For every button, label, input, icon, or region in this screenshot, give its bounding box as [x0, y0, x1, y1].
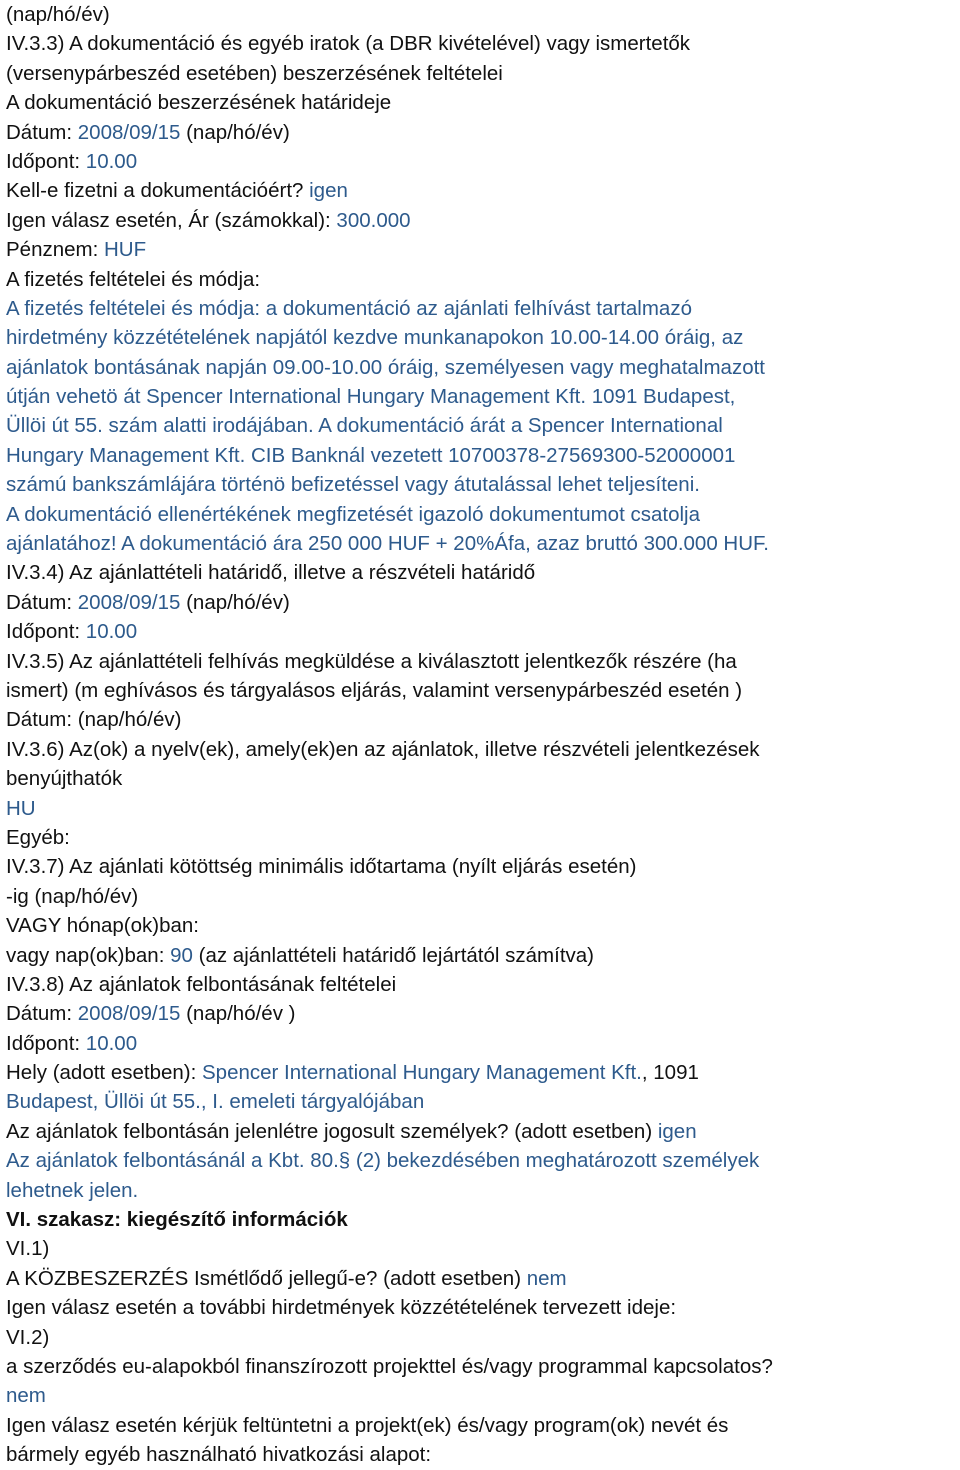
document-line [6, 852, 960, 881]
document-line [6, 470, 960, 499]
line-value: igen [309, 179, 348, 203]
line-label: benyújthatók [6, 767, 123, 791]
document-line [6, 1352, 960, 1381]
document-line [6, 1323, 960, 1352]
document-line [6, 1411, 960, 1440]
line-label: VI. szakasz: kiegészítő információk [6, 1208, 348, 1232]
document-line [6, 676, 960, 705]
line-label: A fizetés feltételei és módja: [6, 267, 261, 291]
line-label: Igen válasz esetén, Ár (számokkal): [6, 208, 337, 232]
line-value: hirdetmény közzétételének napjától kezdve munkanapokon 10.00-14.00 óráig, az [6, 326, 744, 350]
document-line [6, 794, 960, 823]
document-line [6, 705, 960, 734]
line-value: lehetnek jelen. [6, 1178, 139, 1202]
document-line [6, 941, 960, 970]
document-line [6, 588, 960, 617]
document-line [6, 323, 960, 352]
document-line [6, 29, 960, 58]
document-line [6, 999, 960, 1028]
line-label: Az ajánlatok felbontásán jelenlétre jogosult személyek? (adott esetben) [6, 1119, 658, 1143]
line-suffix: (az ajánlattételi határidő lejártától számítva) [192, 943, 595, 967]
line-value: Hungary Management Kft. CIB Banknál vezetett 10700378-27569300-52000001 [6, 443, 736, 467]
line-label: IV.3.3) A dokumentáció és egyéb iratok (a DBR kivételével) vagy ismertetők [6, 32, 691, 56]
section-heading [6, 1205, 960, 1234]
document-line [6, 823, 960, 852]
line-value: 10.00 [85, 1031, 138, 1055]
line-label: ismert) (m eghívásos és tárgyalásos eljárás, valamint versenypárbeszéd esetén ) [6, 678, 743, 702]
line-value: 2008/09/15 [77, 120, 181, 144]
line-value: igen [657, 1119, 697, 1143]
line-label: Egyéb: [6, 825, 70, 849]
document-line [6, 617, 960, 646]
document-line [6, 1117, 960, 1146]
line-label: vagy nap(ok)ban: [6, 943, 171, 967]
document-line [6, 294, 960, 323]
document-line [6, 1264, 960, 1293]
line-value: A dokumentáció ellenértékének megfizetését igazoló dokumentumot csatolja [6, 502, 700, 526]
line-value: 2008/09/15 [77, 590, 181, 614]
document-line [6, 176, 960, 205]
document-line [6, 0, 960, 29]
line-label: IV.3.8) Az ajánlatok felbontásának feltételei [6, 972, 397, 996]
document-line [6, 1381, 960, 1410]
line-label: Pénznem: [6, 238, 104, 262]
line-label: Dátum: [6, 120, 78, 144]
line-value: 2008/09/15 [77, 1002, 181, 1026]
document-line [6, 911, 960, 940]
document-line [6, 1087, 960, 1116]
line-label: -ig (nap/hó/év) [6, 884, 139, 908]
document-line [6, 147, 960, 176]
document-line [6, 500, 960, 529]
document-line [6, 647, 960, 676]
line-value: HU [6, 796, 36, 820]
document-line [6, 1440, 960, 1469]
line-value: Spencer International Hungary Management Kft. [202, 1061, 642, 1085]
document-line [6, 353, 960, 382]
line-label: VI.2) [6, 1325, 50, 1349]
line-label: VAGY hónap(ok)ban: [6, 914, 199, 938]
line-label: Igen válasz esetén kérjük feltüntetni a projekt(ek) és/vagy program(ok) nevét és [6, 1413, 729, 1437]
line-label: Hely (adott esetben): [6, 1061, 202, 1085]
document-line [6, 1058, 960, 1087]
line-value: számú bankszámlájára történö befizetéssel vagy átutalással lehet teljesíteni. [6, 473, 700, 497]
line-label: bármely egyéb használható hivatkozási alapot: [6, 1443, 432, 1467]
line-value: A fizetés feltételei és módja: a dokumentáció az ajánlati felhívást tartalmazó [6, 296, 692, 320]
line-value: Budapest, Üllöi út 55., I. emeleti tárgyalójában [6, 1090, 425, 1114]
line-value: Az ajánlatok felbontásánál a Kbt. 80.§ (2) bekezdésében meghatározott személyek [6, 1149, 760, 1173]
line-label: IV.3.7) Az ajánlati kötöttség minimális időtartama (nyílt eljárás esetén) [6, 855, 637, 879]
line-label: IV.3.5) Az ajánlattételi felhívás megküldése a kiválasztott jelentkezők részére (ha [6, 649, 737, 673]
document-line [6, 1029, 960, 1058]
document-line [6, 764, 960, 793]
line-value: nem [6, 1384, 46, 1408]
line-suffix: (nap/hó/év ) [180, 1002, 296, 1026]
line-label: a szerződés eu-alapokból finanszírozott projekttel és/vagy programmal kapcsolatos? [6, 1354, 773, 1378]
document-line [6, 382, 960, 411]
line-value: ajánlatához! A dokumentáció ára 250 000 HUF + 20%Áfa, azaz bruttó 300.000 HUF. [6, 532, 769, 556]
line-label: Dátum: (nap/hó/év) [6, 708, 182, 732]
line-value: útján vehetö át Spencer International Hungary Management Kft. 1091 Budapest, [6, 385, 736, 409]
document-line [6, 88, 960, 117]
line-label: IV.3.4) Az ajánlattételi határidő, illetve a részvételi határidő [6, 561, 536, 585]
document-line [6, 529, 960, 558]
line-label: Dátum: [6, 1002, 78, 1026]
line-label: (versenypárbeszéd esetében) beszerzésének feltételei [6, 61, 503, 85]
line-suffix: (nap/hó/év) [180, 120, 290, 144]
document-line [6, 882, 960, 911]
document-line [6, 206, 960, 235]
line-value: 90 [170, 943, 193, 967]
line-value: 10.00 [85, 620, 138, 644]
document-line [6, 1293, 960, 1322]
document-line [6, 441, 960, 470]
line-label: Igen válasz esetén a további hirdetmények közzétételének tervezett ideje: [6, 1296, 677, 1320]
line-value: Üllöi út 55. szám alatti irodájában. A dokumentáció árát a Spencer International [6, 414, 723, 438]
line-value: 10.00 [85, 149, 138, 173]
line-label: VI.1) [6, 1237, 50, 1261]
line-value: 300.000 [336, 208, 411, 232]
document-line [6, 558, 960, 587]
line-label: (nap/hó/év) [6, 3, 110, 26]
line-value: nem [526, 1266, 567, 1290]
document-line [6, 735, 960, 764]
line-label: A dokumentáció beszerzésének határideje [6, 91, 392, 115]
line-label: Időpont: [6, 1031, 86, 1055]
line-label: Időpont: [6, 620, 86, 644]
line-value: ajánlatok bontásának napján 09.00-10.00 óráig, személyesen vagy meghatalmazott [6, 355, 765, 379]
document-line [6, 59, 960, 88]
document-line [6, 265, 960, 294]
document-line [6, 1176, 960, 1205]
line-suffix: , 1091 [641, 1061, 699, 1085]
line-label: A KÖZBESZERZÉS Ismétlődő jellegű-e? (adott esetben) [6, 1266, 527, 1290]
document-line [6, 411, 960, 440]
document-line [6, 1146, 960, 1175]
line-label: IV.3.6) Az(ok) a nyelv(ek), amely(ek)en az ajánlatok, illetve részvételi jelentkezések [6, 737, 760, 761]
line-label: Dátum: [6, 590, 78, 614]
document-line [6, 970, 960, 999]
line-label: Időpont: [6, 149, 86, 173]
line-suffix: (nap/hó/év) [180, 590, 290, 614]
line-label: Kell-e fizetni a dokumentációért? [6, 179, 310, 203]
document-line [6, 235, 960, 264]
document-body [6, 0, 960, 1470]
line-value: HUF [104, 238, 147, 262]
document-line [6, 118, 960, 147]
document-line [6, 1234, 960, 1263]
